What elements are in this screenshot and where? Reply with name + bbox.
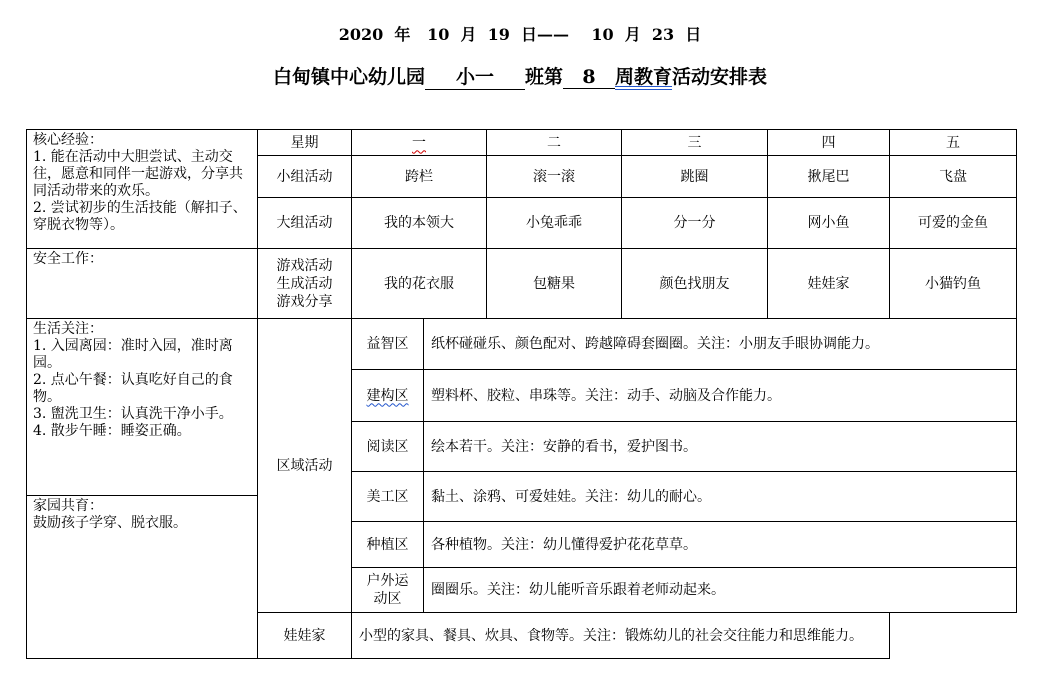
life-focus-item: 4. 散步午睡：睡姿正确。 xyxy=(33,423,191,439)
area-content: 塑料杯、胶粒、串珠等。关注：动手、动脑及合作能力。 xyxy=(424,370,1017,422)
life-focus-item: 3. 盥洗卫生：认真洗干净小手。 xyxy=(33,406,233,422)
life-focus-item: 2. 点心午餐：认真吃好自己的食物。 xyxy=(33,372,233,405)
game-activity-label: 游戏活动 生成活动 游戏分享 xyxy=(258,249,352,319)
day-header-mon: 一 xyxy=(352,130,487,156)
large-group-wed: 分一分 xyxy=(622,198,768,249)
area-name: 种植区 xyxy=(352,522,424,568)
home-school-item: 鼓励孩子学穿、脱衣服。 xyxy=(33,515,187,531)
life-focus-item: 1. 入园离园：准时入园，准时离园。 xyxy=(33,338,233,371)
game-activity-thu: 娃娃家 xyxy=(768,249,890,319)
area-name: 建构区 xyxy=(352,370,424,422)
day-header-tue: 二 xyxy=(487,130,622,156)
safety-heading: 安全工作： xyxy=(33,251,103,267)
page-title xyxy=(0,62,1040,90)
core-experience-heading: 核心经验： xyxy=(33,132,103,148)
small-group-tue: 滚一滚 xyxy=(487,156,622,198)
date-range: 2020 年 10 月 19 日—— 10 月 23 日 xyxy=(338,25,702,44)
large-group-fri: 可爱的金鱼 xyxy=(890,198,1017,249)
area-content: 圈圈乐。关注：幼儿能听音乐跟着老师动起来。 xyxy=(424,568,1017,613)
area-content: 各种植物。关注：幼儿懂得爱护花花草草。 xyxy=(424,522,1017,568)
area-content: 绘本若干。关注：安静的看书，爱护图书。 xyxy=(424,422,1017,472)
area-content: 纸杯碰碰乐、颜色配对、跨越障碍套圈圈。关注：小朋友手眼协调能力。 xyxy=(424,319,1017,370)
title-week-edu: 周教育 xyxy=(615,66,673,88)
area-content: 黏土、涂鸦、可爱娃娃。关注：幼儿的耐心。 xyxy=(424,472,1017,522)
small-group-mon: 跨栏 xyxy=(352,156,487,198)
small-group-wed: 跳圈 xyxy=(622,156,768,198)
game-activity-wed: 颜色找朋友 xyxy=(622,249,768,319)
game-activity-fri: 小猫钓鱼 xyxy=(890,249,1017,319)
title-week-number: 8 xyxy=(563,66,615,89)
area-name: 阅读区 xyxy=(352,422,424,472)
area-name: 美工区 xyxy=(352,472,424,522)
core-experience-item: 1. 能在活动中大胆尝试、主动交往，愿意和同伴一起游戏，分享共同活动带来的欢乐。 xyxy=(33,149,243,199)
area-content: 小型的家具、餐具、炊具、食物等。关注：锻炼幼儿的社会交往能力和思维能力。 xyxy=(352,613,890,659)
home-school-cell xyxy=(27,496,258,659)
safety-cell xyxy=(27,249,258,319)
large-group-thu: 网小鱼 xyxy=(768,198,890,249)
title-class-name: 小一 xyxy=(425,62,525,90)
small-group-label: 小组活动 xyxy=(258,156,352,198)
title-class-week: 班第 xyxy=(524,66,563,88)
day-header-thu: 四 xyxy=(768,130,890,156)
area-activity-label: 区域活动 xyxy=(258,319,352,613)
home-school-heading: 家园共育： xyxy=(33,498,103,514)
weekday-label: 星期 xyxy=(258,130,352,156)
area-name: 益智区 xyxy=(352,319,424,370)
game-activity-mon: 我的花衣服 xyxy=(352,249,487,319)
life-focus-cell xyxy=(27,319,258,496)
large-group-mon: 我的本领大 xyxy=(352,198,487,249)
title-suffix: 活动安排表 xyxy=(672,66,768,88)
core-experience-cell xyxy=(27,130,258,249)
day-header-wed: 三 xyxy=(622,130,768,156)
game-activity-tue: 包糖果 xyxy=(487,249,622,319)
small-group-thu: 揪尾巴 xyxy=(768,156,890,198)
life-focus-heading: 生活关注： xyxy=(33,321,103,337)
large-group-label: 大组活动 xyxy=(258,198,352,249)
weekly-plan-table xyxy=(26,129,1017,659)
large-group-tue: 小兔乖乖 xyxy=(487,198,622,249)
small-group-fri: 飞盘 xyxy=(890,156,1017,198)
area-name: 户外运 动区 xyxy=(352,568,424,613)
title-kindergarten: 白甸镇中心幼儿园 xyxy=(272,66,425,88)
core-experience-item: 2. 尝试初步的生活技能（解扣子、穿脱衣物等）。 xyxy=(33,200,247,233)
area-name: 娃娃家 xyxy=(258,613,352,659)
day-header-fri: 五 xyxy=(890,130,1017,156)
